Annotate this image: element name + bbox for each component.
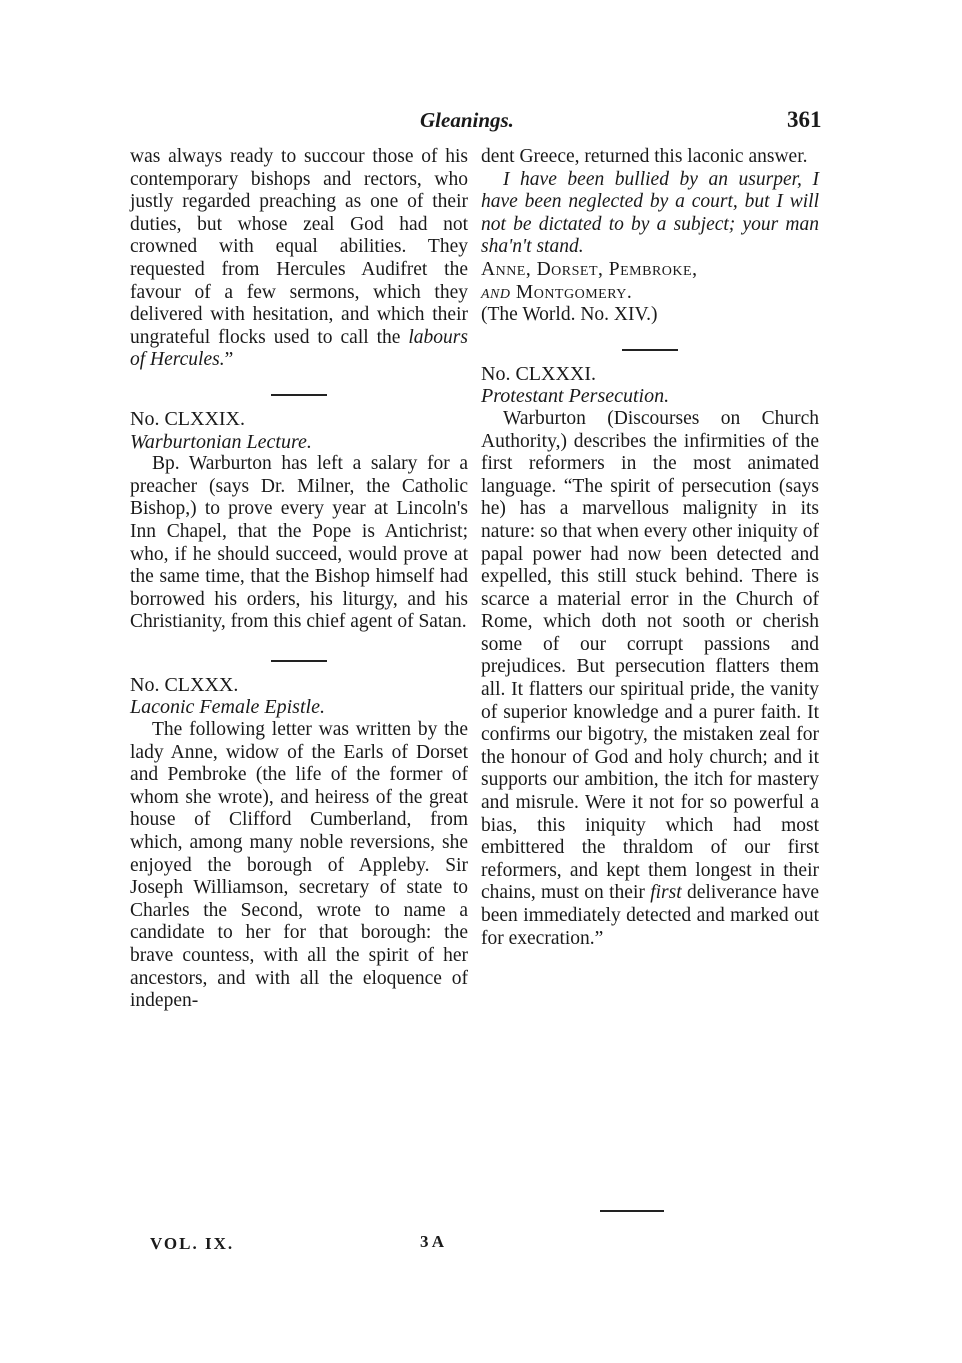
section-body: Bp. Warburton has left a salary for a preacher (says Dr. Milner, the Catholic Bishop,) to prove every year at Lincoln's Inn Chapel, that the Pope is Antichrist; who, if he should succeed, would prove at the same time, that the Bishop himself had borrowed his orders, his liturgy, and his Christianity, from this chief agent of Satan. bbox=[130, 453, 468, 633]
italic-phrase: labours of Hercules. bbox=[130, 326, 468, 371]
signature-line: Anne, Dorset, Pembroke, bbox=[481, 258, 698, 280]
section-number: No. CLXXX. bbox=[130, 673, 239, 696]
section-body: Warburton (Discourses on Church Authority,) describes the infirmities of the first reformers in the most animated language. “The spirit of persecution (says he) has a marvellous malignity in its nature: so that when every other iniquity of papal power had now been detected and expelled, this still stuck behind. There is scarce a material error in the Church of Rome, which doth not sooth or cherish some of our corrupt passions and prejudices. But persecution flatters them all. It flatters our spiritual pride, the vanity of superior knowledge and a purer faith. It confirms our bigotry, the mistaken zeal for the honour of God and holy church; and it supports our ambition, the itch for mastery and misrule. Were it not for so powerful a bias, this iniquity which had most embittered the thraldom of our first reformers, and kept them longest in their chains, must on their first deliverance have been immediately detected and marked out for execration.” bbox=[481, 407, 820, 949]
section-number: No. CLXXIX. bbox=[130, 407, 245, 430]
section-number: No. CLXXXI. bbox=[481, 362, 596, 385]
running-head: Gleanings. bbox=[420, 108, 514, 132]
continuation-paragraph: was always ready to succour those of his contemporary bishops and rectors, who justly regarded preaching as one of their duties, but whose zeal God had not crowned with equal abilities. They requested from Hercules Audifret the favour of a few sermons, which they delivered with hesitation, and which their ungrateful flocks used to call the labours of Hercules.” bbox=[130, 146, 468, 371]
letter-text: I have been bullied by an usurper, I have been neglected by a court, but I will not be dictated to by a subject; your man sha'n't stand. bbox=[481, 168, 819, 258]
section-body: The following letter was written by the lady Anne, widow of the Earls of Dorset and Pembroke (the life of the former of whom she wrote), and heiress of the great house of Clifford Cumberland, from which, among many noble reversions, she enjoyed the borough of Appleby. Sir Joseph Williamson, secretary of state to Charles the Second, wrote to name a candidate to her for that borough: the brave countess, with all the spirit of her ancestors, and with all the eloquence of indepen- bbox=[130, 719, 468, 1012]
source-citation: (The World. No. XIV.) bbox=[481, 304, 658, 326]
section-divider bbox=[271, 394, 327, 396]
left-column bbox=[130, 146, 468, 1013]
right-column bbox=[481, 146, 819, 950]
continuation-paragraph: dent Greece, returned this laconic answer. bbox=[481, 146, 808, 167]
page-number: 361 bbox=[787, 107, 822, 132]
volume-label: VOL. IX. bbox=[150, 1234, 235, 1253]
section-title: Laconic Female Epistle. bbox=[130, 696, 325, 719]
end-rule bbox=[600, 1210, 664, 1212]
section-title: Warburtonian Lecture. bbox=[130, 430, 312, 453]
signature-line: and Montgomery. bbox=[481, 281, 633, 303]
section-divider bbox=[271, 660, 327, 662]
section-divider bbox=[622, 349, 678, 351]
section-title: Protestant Persecution. bbox=[481, 385, 670, 408]
signature-mark: 3 A bbox=[420, 1232, 445, 1251]
